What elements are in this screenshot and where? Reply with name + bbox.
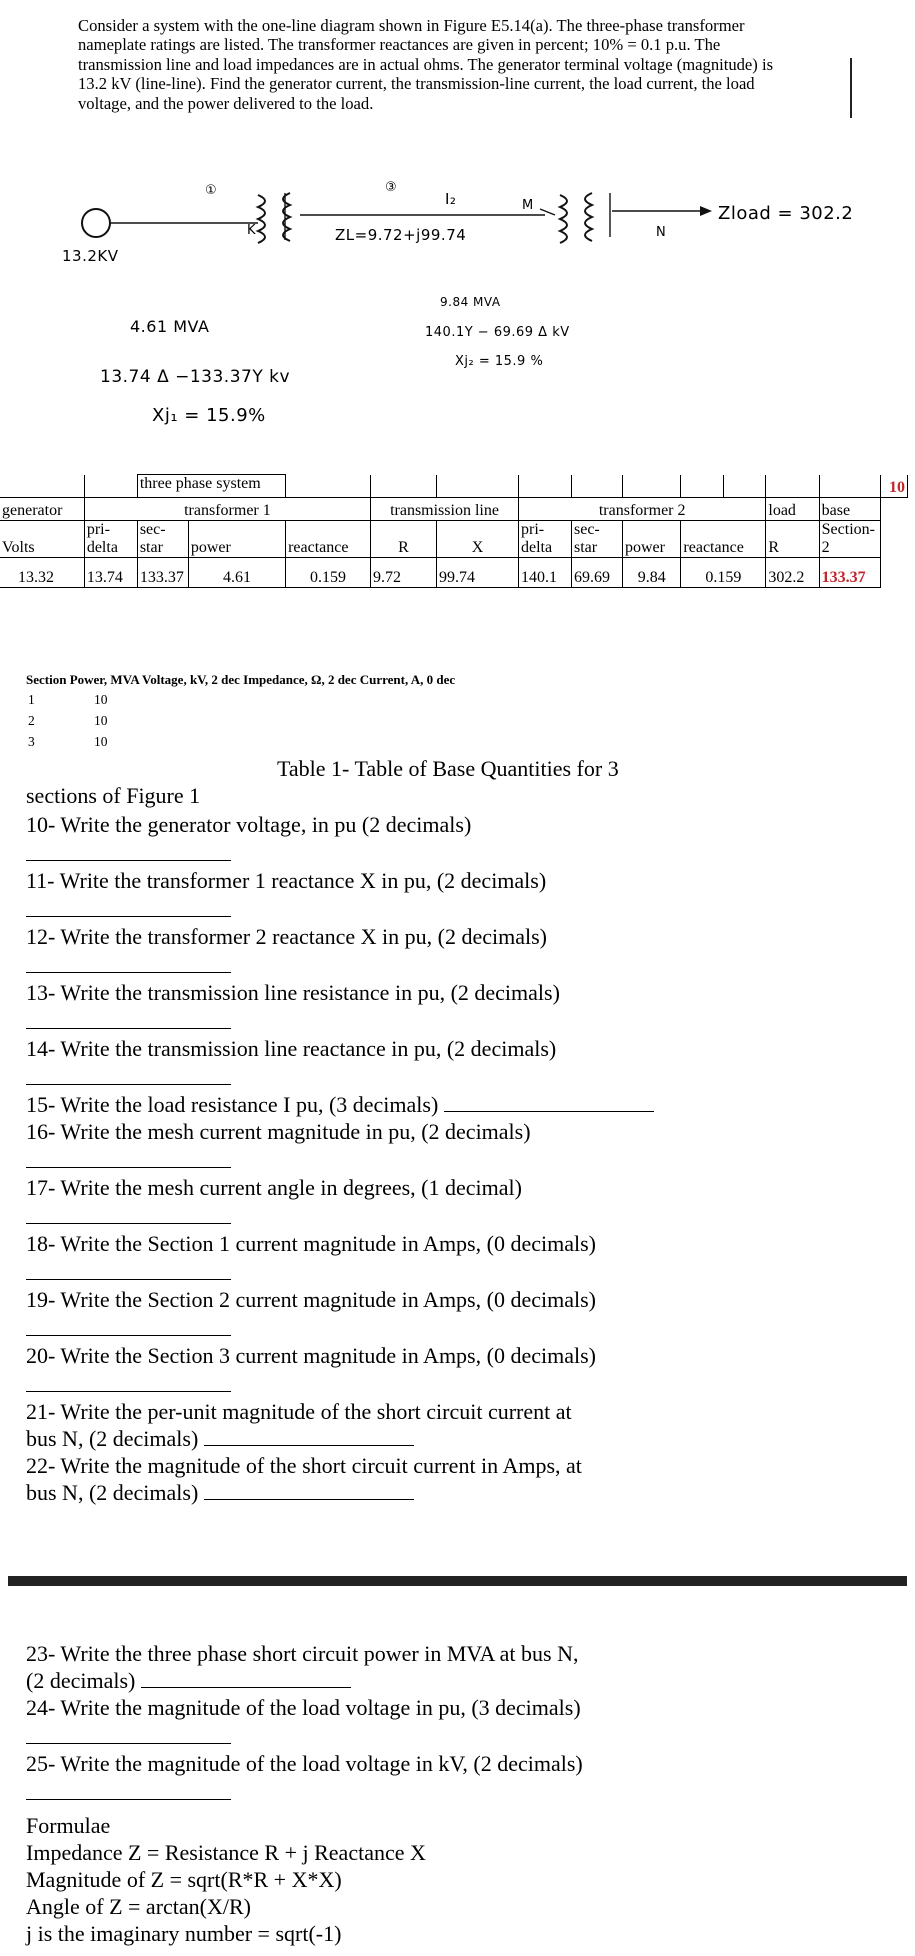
x-header: X [437,521,519,558]
question-14: 14- Write the transmission line reactance in pu, (2 decimals) [26,1036,557,1061]
answer-17-field[interactable] [26,1201,231,1224]
t1-mva-label: 4.61 MVA [130,317,210,336]
separator-bar [8,1576,907,1586]
transformer1-header: transformer 1 [84,498,370,521]
answer-24-field[interactable] [26,1721,231,1744]
section-power: 10 [94,734,108,749]
corner-value: 10 [880,475,907,498]
load-header: load [766,498,819,521]
transformer2-header: transformer 2 [518,498,765,521]
section-number: 1 [28,692,35,707]
pri-delta2-header: pri- delta [518,521,571,558]
cell-t1-pri: 13.74 [84,558,137,588]
load-r-header: R [766,521,819,558]
question-13: 13- Write the transmission line resistance in pu, (2 decimals) [26,980,560,1005]
power-header: power [188,521,285,558]
answer-22-field[interactable] [204,1481,414,1500]
question-17: 17- Write the mesh current angle in degrees, (1 decimal) [26,1175,522,1200]
question-23-line2: (2 decimals) [26,1668,136,1693]
answer-13-field[interactable] [26,1006,231,1029]
cell-t2-pri: 140.1 [518,558,571,588]
answer-18-field[interactable] [26,1257,231,1280]
i2-label: I₂ [445,190,457,208]
section-table-header: Section Power, MVA Voltage, kV, 2 dec Impedance, Ω, 2 dec Current, A, 0 dec [26,672,456,687]
formula-impedance: Impedance Z = Resistance R + j Reactance X [26,1840,426,1865]
t1-x-label: Xj₁ = 15.9% [152,405,266,426]
answer-25-field[interactable] [26,1777,231,1800]
system-label: three phase system [137,475,285,498]
sec-star-header: sec- star [137,521,188,558]
answer-16-field[interactable] [26,1145,231,1168]
cell-t1-sec: 133.37 [137,558,188,588]
question-22-line2: bus N, (2 decimals) [26,1480,199,1505]
cell-load-r: 302.2 [766,558,819,588]
question-22-row [26,1479,906,1506]
answer-20-field[interactable] [26,1369,231,1392]
reactance2-header: reactance [681,521,766,558]
section-number: 3 [28,734,35,749]
question-25: 25- Write the magnitude of the load voltage in kV, (2 decimals) [26,1751,583,1776]
transformer2-primary-coil [560,195,567,243]
answer-15-field[interactable] [444,1093,654,1112]
t1-kv-label: 13.74 Δ −133.37Y kv [100,367,291,387]
cell-t2-power: 9.84 [622,558,680,588]
t2-kv-label: 140.1Y − 69.69 Δ kV [425,325,570,340]
cell-t2-sec: 69.69 [571,558,622,588]
question-11: 11- Write the transformer 1 reactance X in pu, (2 decimals) [26,868,547,893]
question-16: 16- Write the mesh current magnitude in pu, (2 decimals) [26,1119,531,1144]
section-row-3 [28,734,108,750]
section-row-2 [28,713,108,729]
question-19: 19- Write the Section 2 current magnitude in Amps, (0 decimals) [26,1287,596,1312]
question-10: 10- Write the generator voltage, in pu (2 decimals) [26,812,472,837]
generator-symbol [82,209,110,237]
cell-tl-x: 99.74 [437,558,519,588]
cell-gen-volts: 13.32 [0,558,84,588]
section-power: 10 [94,713,108,728]
bus-n-label: N [656,225,667,240]
r-header: R [371,521,437,558]
power2-header: power [622,521,680,558]
base-quantities-table [0,474,908,588]
problem-statement: Consider a system with the one-line diagram shown in Figure E5.14(a). The three-phase transformer nameplate ratings are listed. The transformer reactances are given in percent; 10% = 0.1 p.u. The transmission line and load impedances are in actual ohms. The generator terminal voltage (magnitude) is 13.2 kV (line-line). Find the generator current, the transmission-line current, the load current, the load voltage, and the power delivered to the load. [78,16,774,113]
question-18: 18- Write the Section 1 current magnitude in Amps, (0 decimals) [26,1231,596,1256]
formulae-title: Formulae [26,1813,111,1838]
question-21-line1: 21- Write the per-unit magnitude of the short circuit current at [26,1399,572,1424]
bus-k-label: K [247,223,257,238]
questions-part1 [26,811,906,1506]
question-12: 12- Write the transformer 2 reactance X in pu, (2 decimals) [26,924,547,949]
formula-magnitude: Magnitude of Z = sqrt(R*R + X*X) [26,1867,342,1892]
formula-j: j is the imaginary number = sqrt(-1) [26,1921,342,1946]
formula-angle: Angle of Z = arctan(X/R) [26,1894,251,1919]
answer-12-field[interactable] [26,950,231,973]
bus-m-label: M [522,198,534,213]
base-header: base [819,498,880,521]
cell-base: 133.37 [819,558,880,588]
pri-delta-header: pri- delta [84,521,137,558]
question-15: 15- Write the load resistance I pu, (3 decimals) [26,1092,439,1117]
cell-t1-power: 4.61 [188,558,285,588]
answer-21-field[interactable] [204,1427,414,1446]
section-number: 2 [28,713,35,728]
cell-t2-reactance: 0.159 [681,558,766,588]
question-22-line1: 22- Write the magnitude of the short circuit current in Amps, at [26,1453,582,1478]
section-power: 10 [94,692,108,707]
transmission-line-header: transmission line [371,498,519,521]
question-15-row [26,1091,906,1118]
section-row-1 [28,692,108,708]
load-arrow [700,206,712,216]
question-24: 24- Write the magnitude of the load voltage in pu, (3 decimals) [26,1695,581,1720]
cell-t1-reactance: 0.159 [286,558,371,588]
reactance-header: reactance [286,521,371,558]
question-23-line1: 23- Write the three phase short circuit power in MVA at bus N, [26,1641,579,1666]
transformer2-secondary-coil [585,193,592,241]
circle-1-label: ① [205,183,218,198]
transformer1-secondary-coil [283,193,290,241]
generator-header: generator [0,498,84,521]
base-section-header: Section- 2 [819,521,880,558]
volts-header: Volts [0,521,84,558]
answer-23-field[interactable] [141,1669,351,1688]
answer-10-field[interactable] [26,838,231,861]
question-21-line2: bus N, (2 decimals) [26,1426,199,1451]
cell-tl-r: 9.72 [371,558,437,588]
questions-part2 [26,1640,906,1947]
transformer1-primary-coil [258,195,265,243]
question-20: 20- Write the Section 3 current magnitude in Amps, (0 decimals) [26,1343,596,1368]
scroll-indicator [850,58,852,118]
table-caption-line1: Table 1- Table of Base Quantities for 3 [277,756,619,781]
circle-3-label: ③ [385,180,398,195]
t2-x-label: Xj₂ = 15.9 % [455,354,544,369]
question-23-row [26,1667,906,1694]
t2-mva-label: 9.84 MVA [440,295,501,309]
table-caption-line2: sections of Figure 1 [26,783,201,808]
answer-11-field[interactable] [26,894,231,917]
sec-star2-header: sec- star [571,521,622,558]
zl-label: ZL=9.72+j99.74 [335,226,467,244]
question-21-row [26,1425,906,1452]
zload-label: Zload = 302.2 [718,203,854,224]
answer-19-field[interactable] [26,1313,231,1336]
generator-kv-label: 13.2KV [62,247,119,265]
answer-14-field[interactable] [26,1062,231,1085]
